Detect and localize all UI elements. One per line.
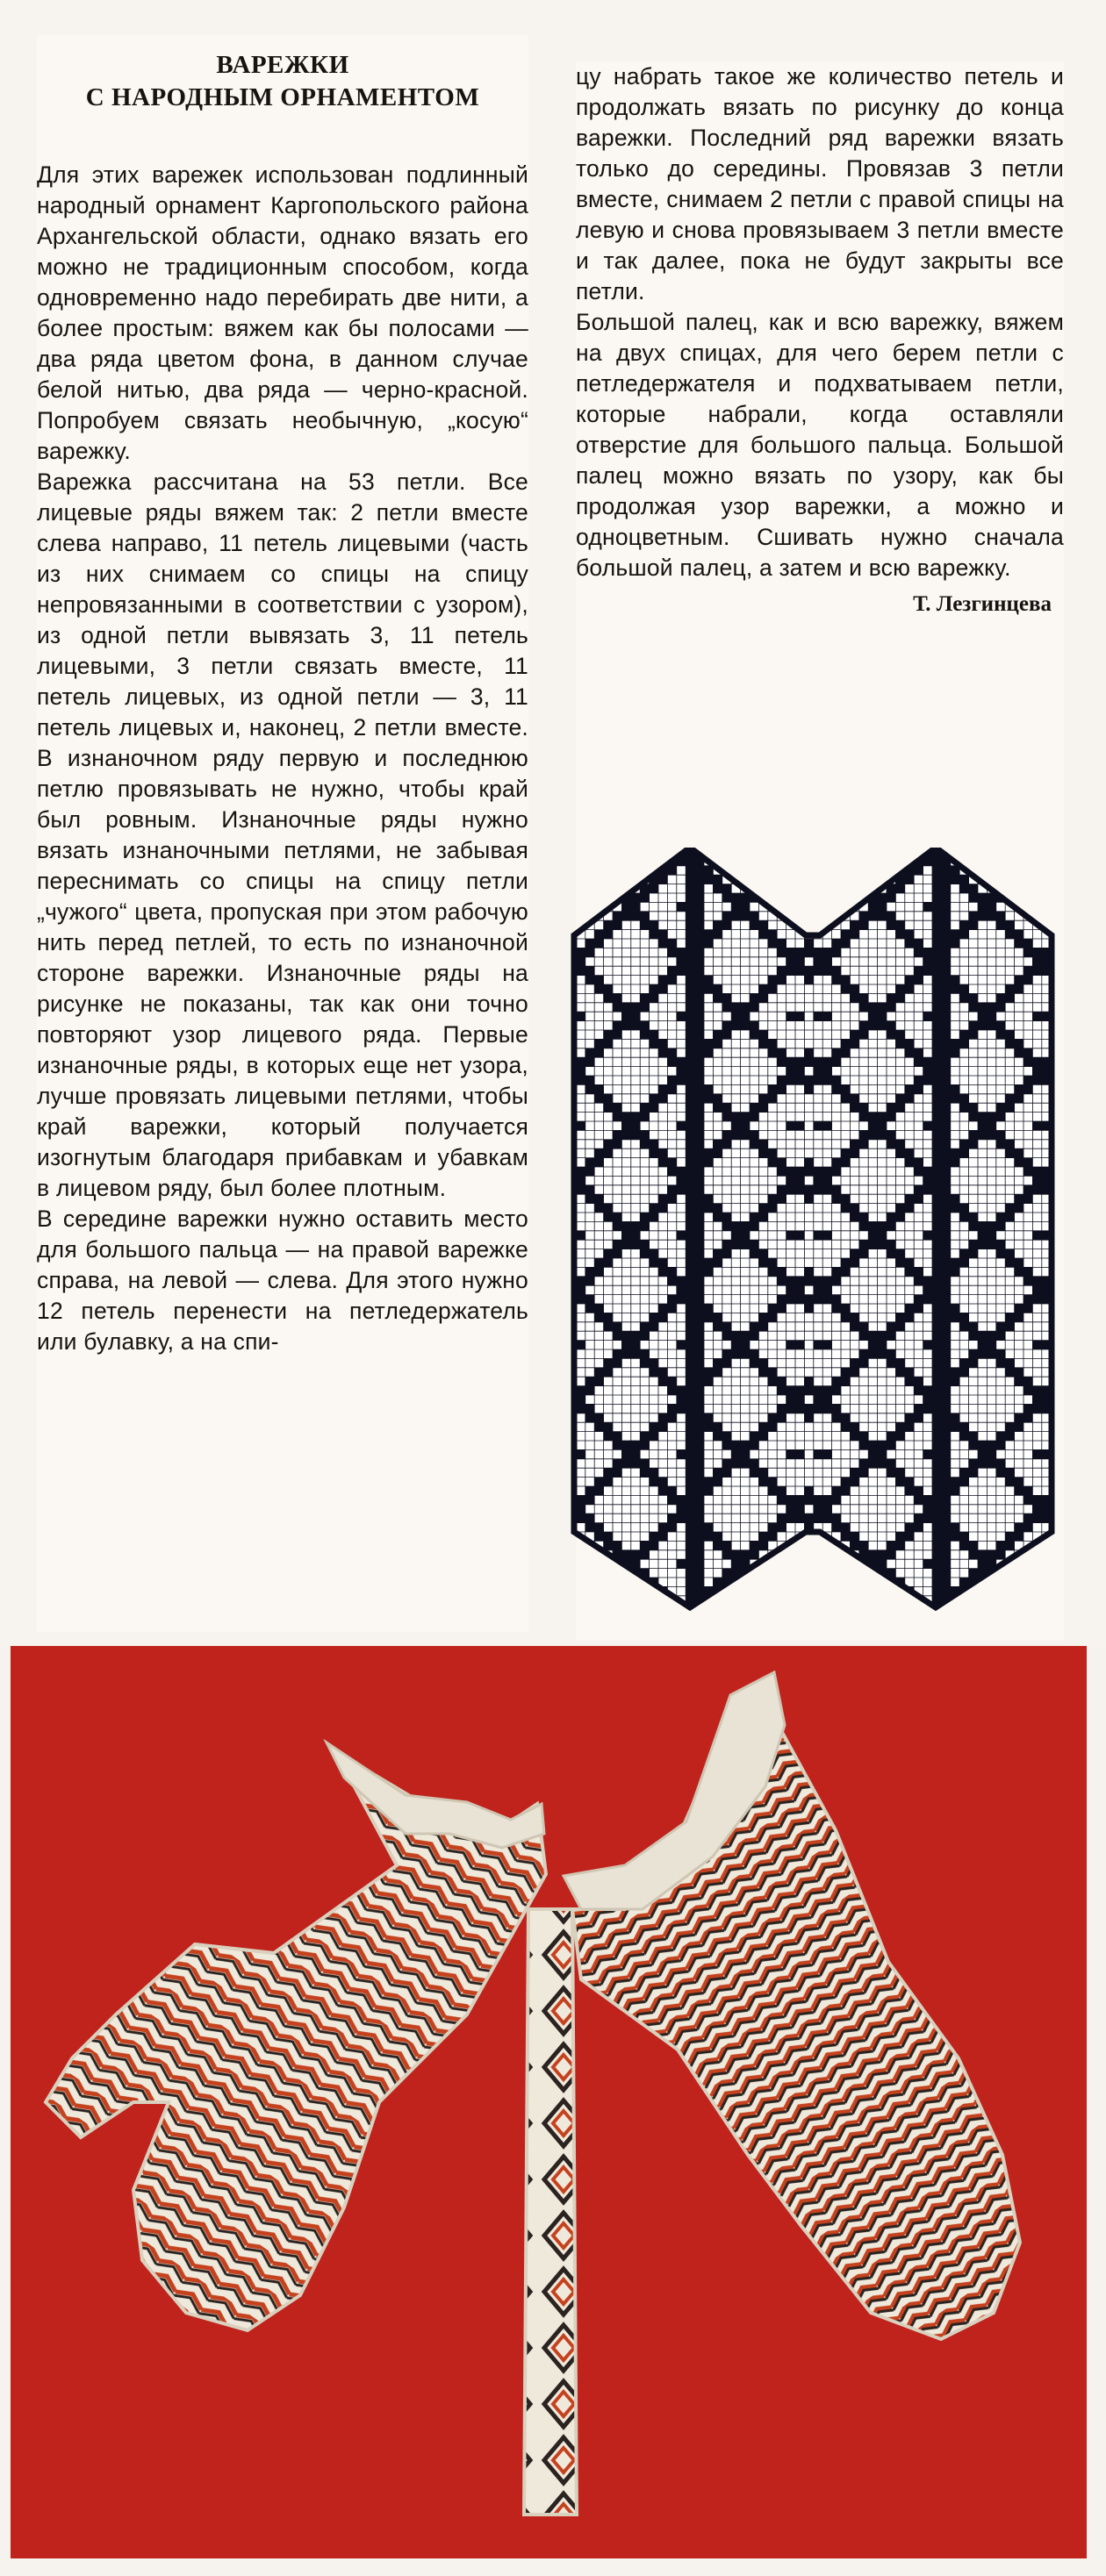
paragraph: цу набрать такое же количество петель и продолжать вязать по рисунку до конца варежки. Последний ряд варежки вязать только до середины. Провязав 3 петли вместе, снимаем 2 петли с правой спицы на левую и снова провязываем 3 петли вместе и так далее, пока не будут закрыты все петли. <box>576 63 1064 304</box>
left-mitten <box>46 1742 546 2330</box>
mittens-illustration <box>11 1646 1087 2558</box>
left-body-text <box>37 160 528 1357</box>
title-line-1: ВАРЕЖКИ <box>216 51 349 79</box>
right-body-text <box>576 61 1064 583</box>
mittens-photo <box>11 1646 1087 2558</box>
pattern-grid <box>567 848 1059 1611</box>
paragraph: Для этих варежек использован подлинный народный орнамент Каргопольского района Архангельской области, однако вязать его можно не традиционным способом, когда одновременно надо перебирать две нити, а более простым: вяжем как бы полосами — два ряда цветом фона, в данном случае белой нитью, два ряда — черно-красной. Попробуем связать необычную, „косую“ варежку. <box>37 161 528 464</box>
article-title <box>37 49 528 114</box>
knitting-pattern-chart <box>567 848 1059 1611</box>
title-line-2: С НАРОДНЫМ ОРНАМЕНТОМ <box>85 83 480 111</box>
left-column <box>37 35 528 1632</box>
right-mitten <box>564 1672 1020 2339</box>
paragraph: В середине варежки нужно оставить место для большого пальца — на правой варежке справа, на левой — слева. Для этого нужно 12 петель перенести на петледержатель или булавку, а на спи- <box>37 1206 528 1355</box>
paragraph: Большой палец, как и всю варежку, вяжем на двух спицах, для чего берем петли с петледержателя и подхватываем петли, которые набрали, когда оставляли отверстие для большого пальца. Большой палец можно вязать по узору, как бы продолжая узор варежки, а можно и одноцветным. Сшивать нужно сначала большой палец, а затем и всю варежку. <box>576 309 1064 581</box>
author-signature: Т. Лезгинцева <box>913 592 1052 616</box>
thumb-piece <box>524 1909 577 2515</box>
paragraph: Варежка рассчитана на 53 петли. Все лицевые ряды вяжем так: 2 петли вместе слева направо, 11 петель лицевыми (часть из них снимаем со спицы на спицу непровязанными в соответствии с узором), из одной петли вывязать 3, 11 петель лицевыми, 3 петли связать вместе, 11 петель лицевых, из одной петли — 3, 11 петель лицевых и, наконец, 2 петли вместе. В изнаночном ряду первую и последнюю петлю провязывать не нужно, чтобы край был ровным. Изнаночные ряды нужно вязать изнаночными петлями, не забывая переснимать со спицы на спицу петли „чужого“ цвета, пропуская при этом рабочую нить перед петлей, то есть по изнаночной стороне варежки. Изнаночные ряды на рисунке не показаны, так как они точно повторяют узор лицевого ряда. Первые изнаночные ряды, в которых еще нет узора, лучше провязать лицевыми петлями, чтобы край варежки, который получается изогнутым благодаря прибавкам и убавкам в лицевом ряду, был более плотным. <box>37 469 528 1201</box>
